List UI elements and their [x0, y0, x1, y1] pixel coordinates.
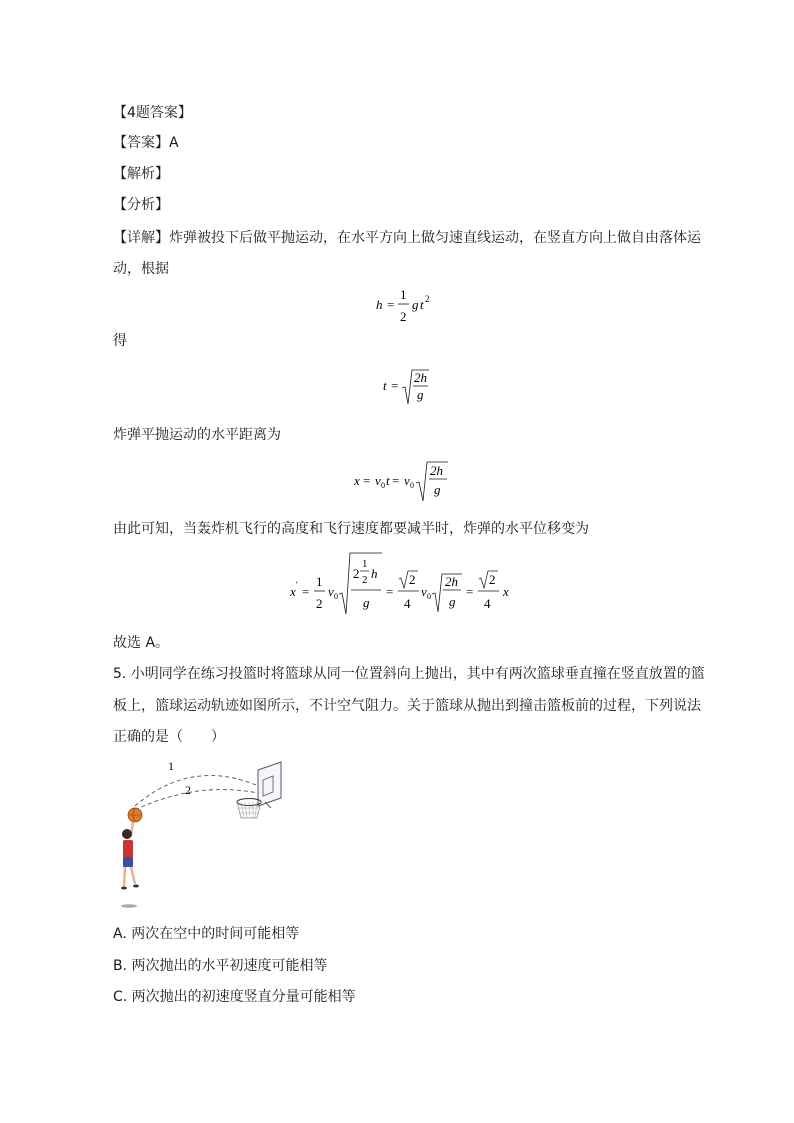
conclusion-text: 由此可知，当轰炸机飞行的高度和飞行速度都要减半时，炸弹的水平位移变为: [113, 521, 589, 537]
svg-text:': ': [296, 580, 298, 590]
svg-text:2h: 2h: [445, 574, 458, 589]
svg-text:2: 2: [400, 309, 407, 324]
svg-text:1: 1: [400, 287, 407, 302]
svg-text:x: x: [503, 584, 509, 599]
question-4-answer-header: 【4题答案】: [113, 105, 192, 121]
detail-line-1: 【详解】炸弹被投下后做平抛运动，在水平方向上做匀速直线运动，在竖直方向上做自由落体运: [113, 230, 701, 246]
svg-text:1: 1: [316, 574, 323, 589]
equation-time: [383, 368, 433, 412]
svg-text:g: g: [363, 595, 370, 610]
svg-text:x: x: [354, 473, 360, 488]
player-figure: [121, 822, 139, 908]
svg-text:2h: 2h: [414, 370, 427, 385]
de-word: 得: [113, 333, 127, 349]
svg-text:2h: 2h: [430, 463, 443, 478]
svg-text:=: =: [392, 473, 400, 488]
svg-text:v: v: [375, 473, 381, 488]
question-5-line-1: 5. 小明同学在练习投篮时将篮球从同一位置斜向上抛出，其中有两次篮球垂直撞在竖直放置的篮: [113, 666, 705, 682]
answer-line: 【答案】A: [113, 135, 179, 151]
svg-text:g: g: [434, 482, 441, 497]
equation-horizontal-distance: [354, 459, 464, 507]
svg-text:2: 2: [489, 572, 496, 587]
svg-text:=: =: [387, 297, 395, 312]
horizontal-distance-text: 炸弹平抛运动的水平距离为: [113, 427, 281, 443]
svg-text:2: 2: [353, 566, 360, 581]
analysis-label: 【解析】: [113, 166, 169, 182]
svg-text:h: h: [376, 297, 383, 312]
svg-text:2: 2: [425, 294, 430, 304]
svg-text:=: =: [391, 378, 399, 393]
svg-text:x: x: [290, 584, 296, 599]
svg-text:t: t: [383, 378, 387, 393]
hoop: [237, 799, 261, 819]
trajectory-label-2: 2: [185, 783, 191, 797]
svg-text:=: =: [466, 584, 474, 599]
svg-text:=: =: [363, 473, 371, 488]
svg-text:0: 0: [410, 481, 414, 490]
svg-text:g: g: [417, 387, 424, 402]
svg-text:2: 2: [409, 572, 416, 587]
question-5-line-3: 正确的是（ ）: [113, 729, 225, 745]
svg-text:t: t: [386, 473, 390, 488]
svg-text:v: v: [404, 473, 410, 488]
svg-text:=: =: [386, 584, 394, 599]
option-b: B. 两次抛出的水平初速度可能相等: [113, 958, 328, 974]
svg-text:0: 0: [427, 592, 431, 601]
question-5-line-2: 板上，篮球运动轨迹如图所示，不计空气阻力。关于篮球从抛出到撞击篮板前的过程，下列说法: [113, 698, 701, 714]
svg-text:t: t: [420, 297, 424, 312]
fenxi-label: 【分析】: [113, 197, 169, 213]
option-a: A. 两次在空中的时间可能相等: [113, 926, 300, 942]
svg-text:2: 2: [362, 574, 368, 586]
choose-answer: 故选 A。: [113, 635, 170, 651]
detail-line-2: 动，根据: [113, 261, 169, 277]
svg-text:g: g: [449, 594, 456, 609]
svg-text:2: 2: [316, 596, 323, 611]
option-c: C. 两次抛出的初速度竖直分量可能相等: [113, 989, 356, 1005]
svg-text:g: g: [412, 297, 419, 312]
backboard: [258, 762, 281, 808]
svg-text:4: 4: [404, 596, 411, 611]
trajectory-label-1: 1: [168, 759, 174, 773]
svg-text:0: 0: [381, 481, 385, 490]
trajectory-1: [135, 776, 263, 806]
basketball-figure: [113, 758, 293, 910]
equation-halved-displacement: [290, 550, 530, 620]
svg-text:v: v: [421, 584, 427, 599]
svg-text:1: 1: [362, 558, 368, 570]
svg-text:4: 4: [484, 596, 491, 611]
equation-free-fall: [376, 285, 436, 333]
svg-text:=: =: [302, 584, 310, 599]
trajectory-2: [135, 790, 263, 810]
svg-text:0: 0: [334, 592, 338, 601]
svg-text:v: v: [328, 584, 334, 599]
svg-text:h: h: [371, 566, 378, 581]
